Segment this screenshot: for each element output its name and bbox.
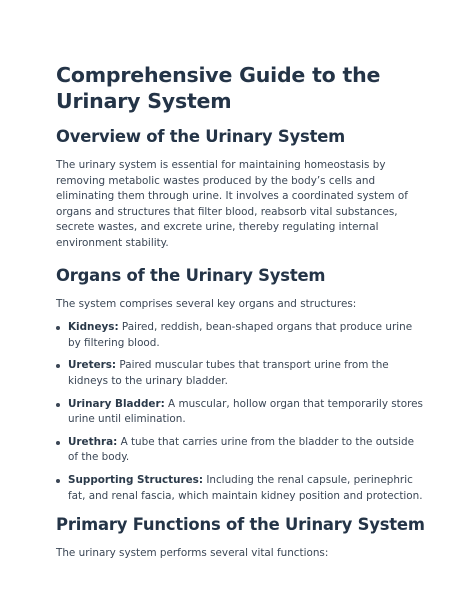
- organs-heading: Organs of the Urinary System: [56, 265, 326, 285]
- document-page: [56, 62, 426, 562]
- list-item-term: Supporting Structures:: [68, 473, 204, 486]
- list-item-term: Urinary Bladder:: [68, 397, 165, 410]
- list-item-kidneys: [56, 320, 426, 351]
- functions-heading: Primary Functions of the Urinary System: [56, 515, 425, 535]
- bullet-icon: [56, 441, 60, 445]
- list-item-urethra: [56, 435, 426, 466]
- list-item-supporting-structures: [56, 473, 426, 504]
- organs-intro: The system comprises several key organs and structures:: [56, 297, 357, 310]
- bullet-icon: [56, 479, 60, 483]
- overview-paragraph: The urinary system is essential for maintaining homeostasis by removing metabolic wastes produced by the body’s cells and eliminating them through urine. It involves a coordinated system of organs and structures that filter blood, reabsorb vital substances, secrete wastes, and excrete urine, thereby regulating internal environment stability.: [56, 159, 408, 249]
- document-title: Comprehensive Guide to the Urinary System: [56, 63, 381, 113]
- list-item-desc: Paired muscular tubes that transport urine from the kidneys to the urinary bladder.: [68, 359, 389, 387]
- bullet-icon: [56, 364, 60, 368]
- list-item-desc: A muscular, hollow organ that temporarily stores urine until elimination.: [68, 397, 423, 426]
- list-item-ureters: [56, 358, 426, 389]
- list-item-urinary-bladder: [56, 397, 426, 428]
- list-item-term: Ureters:: [68, 359, 117, 372]
- list-item-term: Urethra:: [68, 435, 118, 448]
- list-item-desc: Including the renal capsule, perinephric fat, and renal fascia, which maintain kidney position and protection.: [68, 473, 423, 502]
- bullet-icon: [56, 326, 60, 330]
- bullet-icon: [56, 403, 60, 407]
- list-item-desc: A tube that carries urine from the bladder to the outside of the body.: [68, 435, 415, 464]
- list-item-desc: Paired, reddish, bean-shaped organs that produce urine by filtering blood.: [68, 321, 413, 349]
- overview-heading: Overview of the Urinary System: [56, 127, 345, 146]
- functions-intro: The urinary system performs several vital functions:: [56, 547, 329, 560]
- organs-list: [56, 320, 426, 504]
- list-item-term: Kidneys:: [68, 321, 119, 334]
